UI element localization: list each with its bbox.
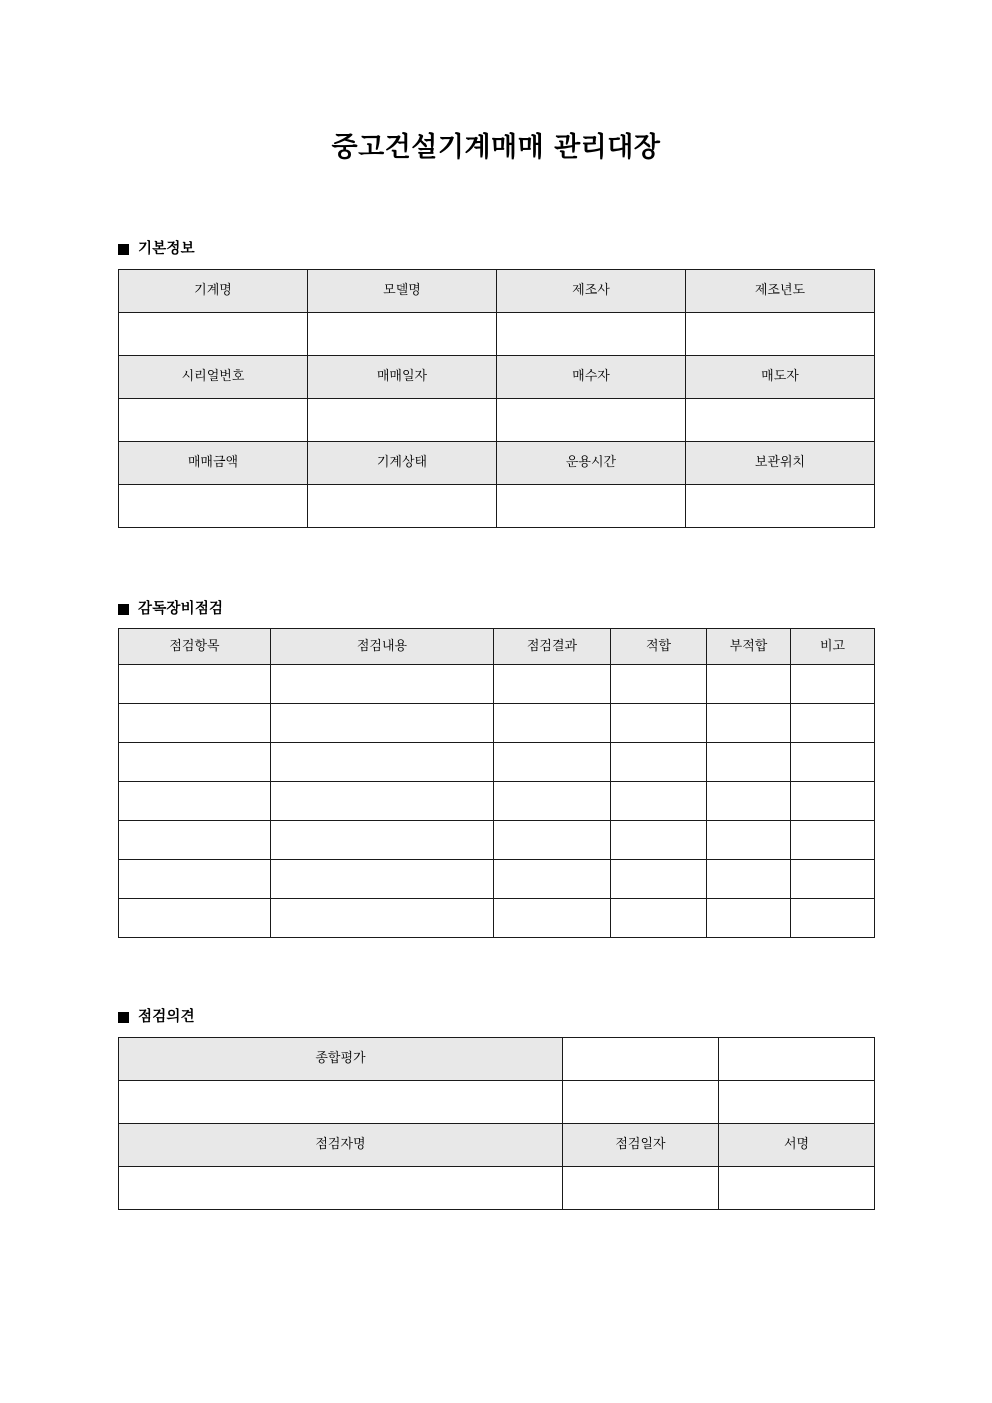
- column-header-inspection-result: 점검결과: [494, 629, 611, 665]
- cell-trade-amount-label: 매매금액: [119, 441, 308, 484]
- cell-inspection-date-value[interactable]: [563, 1166, 719, 1209]
- cell-nonconforming[interactable]: [707, 899, 791, 938]
- cell-inspection-item[interactable]: [119, 860, 271, 899]
- table-row: [119, 312, 875, 355]
- cell-nonconforming[interactable]: [707, 860, 791, 899]
- cell-buyer-value[interactable]: [497, 398, 686, 441]
- cell-inspection-item[interactable]: [119, 743, 271, 782]
- cell-inspection-result[interactable]: [494, 782, 611, 821]
- table-row: [119, 355, 875, 398]
- column-header-nonconforming: 부적합: [707, 629, 791, 665]
- cell-machine-name-label: 기계명: [119, 269, 308, 312]
- cell-inspection-result[interactable]: [494, 665, 611, 704]
- cell-conforming[interactable]: [611, 665, 707, 704]
- cell-inspection-content[interactable]: [271, 704, 494, 743]
- section-heading-inspection: [118, 602, 874, 617]
- cell-nonconforming[interactable]: [707, 665, 791, 704]
- cell-signature-value[interactable]: [719, 1166, 875, 1209]
- cell-machine-condition-label: 기계상태: [308, 441, 497, 484]
- table-row: [119, 398, 875, 441]
- cell-remarks[interactable]: [791, 899, 875, 938]
- table-row: [119, 1037, 875, 1080]
- table-row: [119, 899, 875, 938]
- cell-overall-evaluation-extra-1[interactable]: [563, 1037, 719, 1080]
- cell-signature-label: 서명: [719, 1123, 875, 1166]
- cell-inspection-item[interactable]: [119, 782, 271, 821]
- cell-inspection-result[interactable]: [494, 704, 611, 743]
- cell-inspection-content[interactable]: [271, 782, 494, 821]
- cell-overall-evaluation-value-2[interactable]: [563, 1080, 719, 1123]
- cell-remarks[interactable]: [791, 860, 875, 899]
- cell-inspection-content[interactable]: [271, 665, 494, 704]
- column-header-conforming: 적합: [611, 629, 707, 665]
- cell-manufacture-year-value[interactable]: [686, 312, 875, 355]
- cell-inspection-result[interactable]: [494, 743, 611, 782]
- section-heading-opinion-label: 점검의견: [138, 1009, 195, 1026]
- table-row: [119, 484, 875, 527]
- table-row: [119, 704, 875, 743]
- cell-trade-date-label: 매매일자: [308, 355, 497, 398]
- table-row: [119, 269, 875, 312]
- cell-inspection-item[interactable]: [119, 704, 271, 743]
- cell-nonconforming[interactable]: [707, 821, 791, 860]
- table-header-row: [119, 629, 875, 665]
- cell-inspection-item[interactable]: [119, 821, 271, 860]
- cell-operating-hours-value[interactable]: [497, 484, 686, 527]
- cell-overall-evaluation-extra-2[interactable]: [719, 1037, 875, 1080]
- cell-conforming[interactable]: [611, 704, 707, 743]
- cell-overall-evaluation-label: 종합평가: [119, 1037, 563, 1080]
- cell-machine-name-value[interactable]: [119, 312, 308, 355]
- cell-remarks[interactable]: [791, 782, 875, 821]
- cell-nonconforming[interactable]: [707, 782, 791, 821]
- cell-inspector-name-label: 점검자명: [119, 1123, 563, 1166]
- cell-buyer-label: 매수자: [497, 355, 686, 398]
- table-row: [119, 665, 875, 704]
- section-heading-basic: [118, 242, 874, 257]
- bullet-square-icon: [118, 604, 129, 615]
- basic-info-table: [118, 269, 875, 528]
- cell-inspection-content[interactable]: [271, 860, 494, 899]
- table-row: [119, 782, 875, 821]
- cell-machine-condition-value[interactable]: [308, 484, 497, 527]
- cell-nonconforming[interactable]: [707, 704, 791, 743]
- cell-conforming[interactable]: [611, 899, 707, 938]
- section-heading-inspection-label: 감독장비점검: [138, 600, 224, 617]
- column-header-remarks: 비고: [791, 629, 875, 665]
- cell-manufacture-year-label: 제조년도: [686, 269, 875, 312]
- opinion-table: [118, 1037, 875, 1210]
- table-row: [119, 743, 875, 782]
- cell-inspection-item[interactable]: [119, 665, 271, 704]
- bullet-square-icon: [118, 1012, 129, 1023]
- table-row: [119, 441, 875, 484]
- section-heading-opinion: [118, 1010, 874, 1025]
- bullet-square-icon: [118, 244, 129, 255]
- cell-remarks[interactable]: [791, 821, 875, 860]
- cell-overall-evaluation-value[interactable]: [119, 1080, 563, 1123]
- cell-inspection-result[interactable]: [494, 821, 611, 860]
- cell-serial-number-label: 시리얼번호: [119, 355, 308, 398]
- cell-conforming[interactable]: [611, 743, 707, 782]
- cell-model-name-value[interactable]: [308, 312, 497, 355]
- table-row: [119, 1166, 875, 1209]
- cell-storage-location-label: 보관위치: [686, 441, 875, 484]
- inspection-table: [118, 628, 875, 938]
- cell-manufacturer-value[interactable]: [497, 312, 686, 355]
- cell-seller-value[interactable]: [686, 398, 875, 441]
- cell-inspector-name-value[interactable]: [119, 1166, 563, 1209]
- cell-inspection-result[interactable]: [494, 899, 611, 938]
- column-header-inspection-content: 점검내용: [271, 629, 494, 665]
- cell-operating-hours-label: 운용시간: [497, 441, 686, 484]
- cell-model-name-label: 모델명: [308, 269, 497, 312]
- cell-inspection-date-label: 점검일자: [563, 1123, 719, 1166]
- cell-inspection-result[interactable]: [494, 860, 611, 899]
- cell-inspection-content[interactable]: [271, 743, 494, 782]
- cell-overall-evaluation-value-3[interactable]: [719, 1080, 875, 1123]
- cell-manufacturer-label: 제조사: [497, 269, 686, 312]
- cell-nonconforming[interactable]: [707, 743, 791, 782]
- section-heading-basic-label: 기본정보: [138, 241, 195, 258]
- cell-seller-label: 매도자: [686, 355, 875, 398]
- table-row: [119, 821, 875, 860]
- cell-conforming[interactable]: [611, 860, 707, 899]
- cell-inspection-content[interactable]: [271, 821, 494, 860]
- cell-remarks[interactable]: [791, 704, 875, 743]
- page-title: 중고건설기계매매 관리대장: [331, 132, 661, 163]
- table-row: [119, 1123, 875, 1166]
- column-header-inspection-item: 점검항목: [119, 629, 271, 665]
- cell-inspection-content[interactable]: [271, 899, 494, 938]
- table-row: [119, 860, 875, 899]
- cell-remarks[interactable]: [791, 743, 875, 782]
- cell-storage-location-value[interactable]: [686, 484, 875, 527]
- cell-inspection-item[interactable]: [119, 899, 271, 938]
- cell-conforming[interactable]: [611, 821, 707, 860]
- cell-remarks[interactable]: [791, 665, 875, 704]
- cell-conforming[interactable]: [611, 782, 707, 821]
- cell-serial-number-value[interactable]: [119, 398, 308, 441]
- table-row: [119, 1080, 875, 1123]
- cell-trade-date-value[interactable]: [308, 398, 497, 441]
- cell-trade-amount-value[interactable]: [119, 484, 308, 527]
